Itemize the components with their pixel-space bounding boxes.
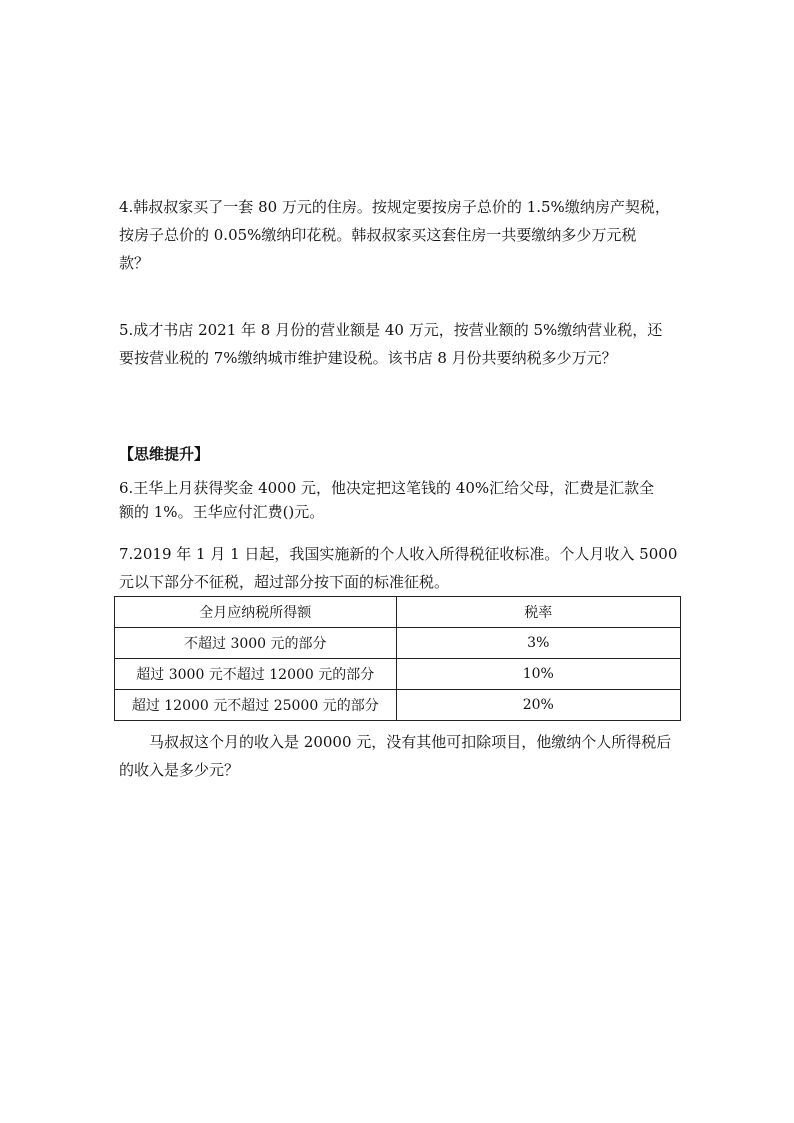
table-row: [115, 690, 681, 721]
question-5: [119, 316, 689, 372]
question-7-followup: [119, 728, 689, 784]
table-row: [115, 628, 681, 659]
table-cell: 3%: [396, 628, 680, 659]
question-6-line-2: 额的 1%。王华应付汇费()元。: [119, 503, 325, 521]
question-7-line-1: 7.2019 年 1 月 1 日起，我国实施新的个人收入所得税征收标准。个人月收入 5000: [119, 545, 678, 563]
question-7-followup-line-2: 的收入是多少元？: [119, 761, 240, 779]
question-6: [119, 476, 689, 524]
question-4-line-1: 4.韩叔叔家买了一套 80 万元的住房。按规定要按房子总价的 1.5%缴纳房产契税，: [119, 198, 670, 216]
table-cell: 10%: [396, 659, 680, 690]
tax-rate-table: [114, 596, 681, 721]
question-4-line-2: 按房子总价的 0.05%缴纳印花税。韩叔叔家买这套住房一共要缴纳多少万元税: [119, 226, 637, 244]
question-4-line-3: 款？: [119, 254, 150, 272]
question-7-followup-line-1: 马叔叔这个月的收入是 20000 元，没有其他可扣除项目，他缴纳个人所得税后: [149, 733, 672, 751]
question-5-line-2: 要按营业税的 7%缴纳城市维护建设税。该书店 8 月份共要纳税多少万元？: [119, 349, 617, 367]
table-cell: 20%: [396, 690, 680, 721]
question-7: [119, 540, 689, 596]
table-row: [115, 659, 681, 690]
table-cell: 超过 3000 元不超过 12000 元的部分: [115, 659, 397, 690]
question-5-line-1: 5.成才书店 2021 年 8 月份的营业额是 40 万元，按营业额的 5%缴纳营业税，还: [119, 321, 663, 339]
table-cell: 超过 12000 元不超过 25000 元的部分: [115, 690, 397, 721]
question-7-line-2: 元以下部分不征税，超过部分按下面的标准征税。: [119, 573, 450, 591]
question-6-line-1: 6.王华上月获得奖金 4000 元，他决定把这笔钱的 40%汇给父母，汇费是汇款全: [119, 479, 655, 497]
section-heading: 【思维提升】: [119, 445, 210, 463]
table-header-row: [115, 597, 681, 628]
table-header-cell: 税率: [396, 597, 680, 628]
table-cell: 不超过 3000 元的部分: [115, 628, 397, 659]
question-4: [119, 193, 689, 277]
table-header-cell: 全月应纳税所得额: [115, 597, 397, 628]
